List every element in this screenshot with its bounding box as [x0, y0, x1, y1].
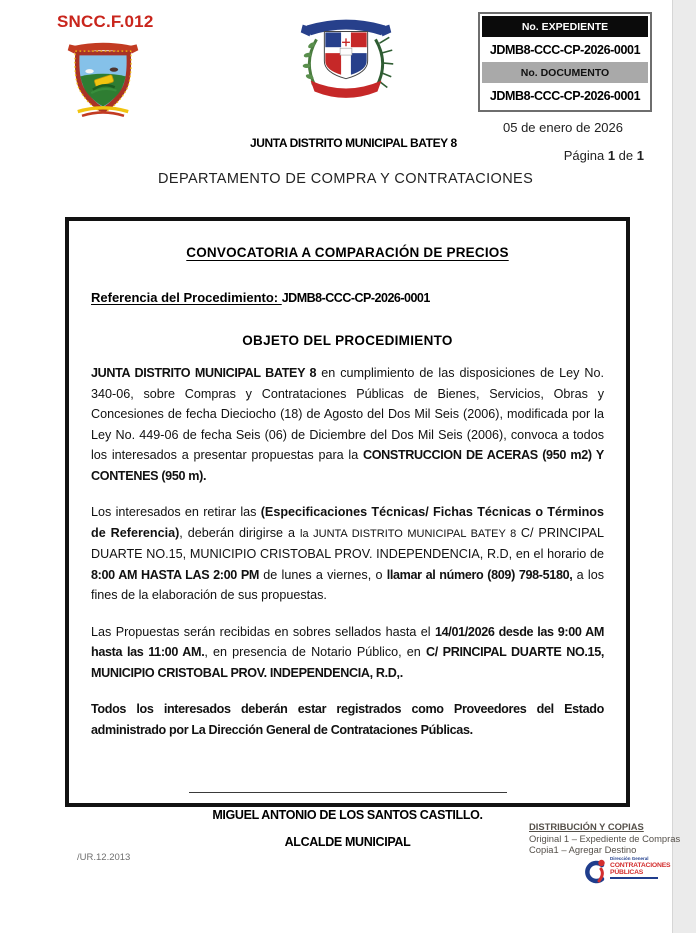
distribution-heading: DISTRIBUCIÓN Y COPIAS [529, 821, 644, 832]
documento-header: No. DOCUMENTO [482, 62, 648, 83]
deadline-bold: 14/01/2026 desde las 9:00 AM hasta las 11:00 AM. [91, 624, 604, 659]
signature-line [189, 792, 507, 793]
p3-text-2: , en presencia de Notario Público, en [204, 645, 426, 659]
dgcp-org-line1: CONTRATACIONES [610, 861, 671, 869]
p2-text-1: Los interesados en retirar las [91, 505, 261, 519]
legal-text: en cumplimiento de las disposiciones de Ley No. 340-06, sobre Compras y Contrataciones Públicas de Bienes, Servicios, Obras y Concesiones de fecha Dieciocho (18) de Agosto del Dos Mil Seis (2006), modificada por la Ley No. 449-06 de fecha Seis (06) de Diciembre del Dos Mil Seis (2006), convoca a todos los interesados a presentar propuestas para la [91, 366, 604, 462]
institution-smallcaps: la JUNTA DISTRITO MUNICIPAL BATEY 8 [300, 527, 521, 540]
phone-bold: llamar al número (809) 798-5180, [386, 567, 573, 582]
notice-title: CONVOCATORIA A COMPARACIÓN DE PRECIOS [186, 245, 509, 260]
specs-bold: (Especificaciones Técnicas/ Fichas Técnicas o Términos de Referencia) [91, 505, 604, 540]
paragraph-specs-pickup [91, 502, 604, 606]
p3-text-1: Las Propuestas serán recibidas en sobres sellados hasta el [91, 624, 435, 639]
paragraph-registration: Todos los interesados deberán estar registrados como Proveedores del Estado administrado por La Dirección General de Contrataciones Públicas. [91, 702, 604, 737]
p2-text-2: , deberán dirigirse a [179, 525, 301, 540]
reference-value: JDMB8-CCC-CP-2026-0001 [281, 291, 430, 305]
dgcp-tagline-bar [610, 877, 658, 880]
dgcp-org-small: Dirección General [610, 856, 649, 861]
signer-name: MIGUEL ANTONIO DE LOS SANTOS CASTILLO. [212, 808, 483, 822]
municipal-seal-icon [61, 37, 145, 119]
p2-address: C/ PRINCIPAL DUARTE NO.15, MUNICIPIO CRISTOBAL PROV. INDEPENDENCIA, R.D, en el horario de [91, 525, 604, 561]
object-heading: OBJETO DEL PROCEDIMIENTO [242, 333, 453, 348]
documento-number: JDMB8-CCC-CP-2026-0001 [489, 89, 641, 103]
project-name: CONSTRUCCION DE ACERAS (950 m2) Y CONTENES (950 m). [91, 448, 604, 483]
dgcp-logo-text [610, 857, 670, 879]
paragraph-legal-basis [91, 363, 604, 486]
office-hours-bold: 8:00 AM HASTA LAS 2:00 PM [91, 567, 260, 582]
distribution-block [529, 821, 680, 856]
institution-name: JUNTA DISTRITO MUNICIPAL BATEY 8 [250, 136, 457, 150]
submission-address-bold: C/ PRINCIPAL DUARTE NO.15, MUNICIPIO CRISTOBAL PROV. INDEPENDENCIA, R.D,. [91, 645, 604, 680]
page-count [564, 148, 644, 163]
form-revision-code: /UR.12.2013 [77, 852, 131, 863]
dgcp-logo-icon [582, 857, 608, 885]
page-total: 1 [636, 148, 644, 163]
signer-title: ALCALDE MUNICIPAL [284, 835, 411, 849]
national-coat-of-arms-icon [285, 9, 407, 109]
document-date: 05 de enero de 2026 [503, 120, 623, 135]
page-edge-shadow [672, 0, 696, 933]
signature-block [91, 792, 604, 849]
procedure-reference [91, 290, 604, 305]
form-code: SNCC.F.012 [57, 12, 154, 31]
expediente-table [478, 12, 652, 112]
distribution-line-copy: Copia1 – Agregar Destino [529, 844, 637, 855]
dgcp-org-line2: PÚBLICAS [610, 868, 644, 876]
paragraph-submission [91, 622, 604, 684]
page-of-label: de [618, 148, 634, 163]
institution-bold: JUNTA DISTRITO MUNICIPAL BATEY 8 [91, 366, 317, 380]
expediente-number: JDMB8-CCC-CP-2026-0001 [489, 43, 641, 57]
p2-text-4: de lunes a viernes, o [259, 567, 387, 582]
page-number: 1 [607, 148, 616, 163]
contrataciones-publicas-logo [582, 857, 670, 885]
p2-text-5: a los fines de la elaboración de sus propuestas. [91, 567, 604, 602]
expediente-header: No. EXPEDIENTE [482, 16, 648, 37]
reference-label: Referencia del Procedimiento: [91, 290, 282, 305]
distribution-line-original: Original 1 – Expediente de Compras [529, 832, 681, 844]
department-title: DEPARTAMENTO DE COMPRA Y CONTRATACIONES [158, 171, 534, 187]
page-label: Página [563, 148, 605, 163]
